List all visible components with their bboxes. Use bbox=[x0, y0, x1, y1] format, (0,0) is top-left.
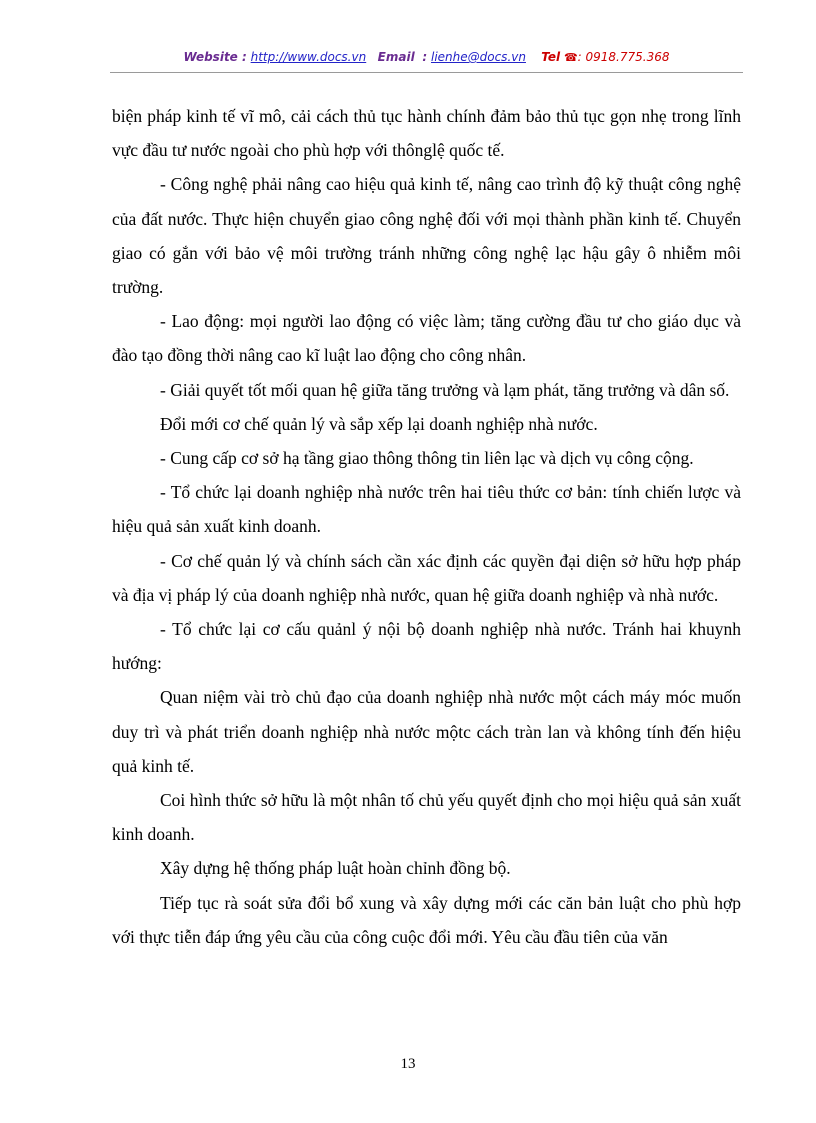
paragraph-3: - Lao động: mọi người lao động có việc làm; tăng cường đầu tư cho giáo dục và đào tạo đồng thời nâng cao kĩ luật lao động cho công nhân. bbox=[112, 311, 741, 366]
phone-icon: ☎ bbox=[563, 51, 578, 64]
paragraph-5: Đổi mới cơ chế quản lý và sắp xếp lại doanh nghiệp nhà nước. bbox=[160, 413, 598, 434]
email-link[interactable]: lienhe@docs.vn bbox=[430, 50, 526, 64]
website-link[interactable]: http://www.docs.vn bbox=[250, 50, 367, 64]
page-header bbox=[110, 50, 743, 64]
document-body bbox=[112, 99, 741, 954]
paragraph-11: Coi hình thức sở hữu là một nhân tố chủ yếu quyết định cho mọi hiệu quả sản xuất kinh doanh. bbox=[112, 790, 741, 845]
email-separator: : bbox=[422, 50, 428, 64]
header-divider bbox=[110, 72, 743, 73]
paragraph-2: - Công nghệ phải nâng cao hiệu quả kinh tế, nâng cao trình độ kỹ thuật công nghệ của đất nước. Thực hiện chuyển giao công nghệ đối với mọi thành phần kinh tế. Chuyển giao có gắn với bảo vệ môi trường tránh những công nghệ lạc hậu gây ô nhiễm môi trường. bbox=[112, 174, 741, 298]
paragraph-7: - Tổ chức lại doanh nghiệp nhà nước trên hai tiêu thức cơ bản: tính chiến lược và hiệu quả sản xuất kinh doanh. bbox=[112, 482, 741, 537]
tel-label: Tel bbox=[541, 50, 561, 64]
paragraph-1: biện pháp kinh tế vĩ mô, cải cách thủ tục hành chính đảm bảo thủ tục gọn nhẹ trong lĩnh vực đầu tư nước ngoài cho phù hợp với thônglệ quốc tế. bbox=[112, 106, 741, 161]
paragraph-10: Quan niệm vài trò chủ đạo của doanh nghiệp nhà nước một cách máy móc muốn duy trì và phát triển doanh nghiệp nhà nước mộtc cách tràn lan và không tính đến hiệu quả kinh tế. bbox=[112, 687, 741, 776]
paragraph-12: Xây dựng hệ thống pháp luật hoàn chỉnh đồng bộ. bbox=[160, 858, 511, 879]
paragraph-9: - Tổ chức lại cơ cấu quảnl ý nội bộ doanh nghiệp nhà nước. Tránh hai khuynh hướng: bbox=[112, 619, 741, 674]
paragraph-6: - Cung cấp cơ sở hạ tầng giao thông thông tin liên lạc và dịch vụ công cộng. bbox=[160, 448, 694, 469]
email-label: Email bbox=[377, 50, 415, 64]
paragraph-13: Tiếp tục rà soát sửa đổi bổ xung và xây dựng mới các căn bản luật cho phù hợp với thực tiễn đáp ứng yêu cầu của công cuộc đổi mới. Yêu cầu đầu tiên của văn bbox=[112, 892, 741, 947]
paragraph-4: - Giải quyết tốt mối quan hệ giữa tăng trưởng và lạm phát, tăng trưởng và dân số. bbox=[160, 379, 730, 400]
tel-value: : 0918.775.368 bbox=[577, 50, 670, 64]
page-number: 13 bbox=[400, 1056, 416, 1072]
website-label: Website : bbox=[183, 50, 247, 64]
paragraph-8: - Cơ chế quản lý và chính sách cần xác định các quyền đại diện sở hữu hợp pháp và địa vị pháp lý của doanh nghiệp nhà nước, quan hệ giữa doanh nghiệp và nhà nước. bbox=[112, 550, 741, 605]
